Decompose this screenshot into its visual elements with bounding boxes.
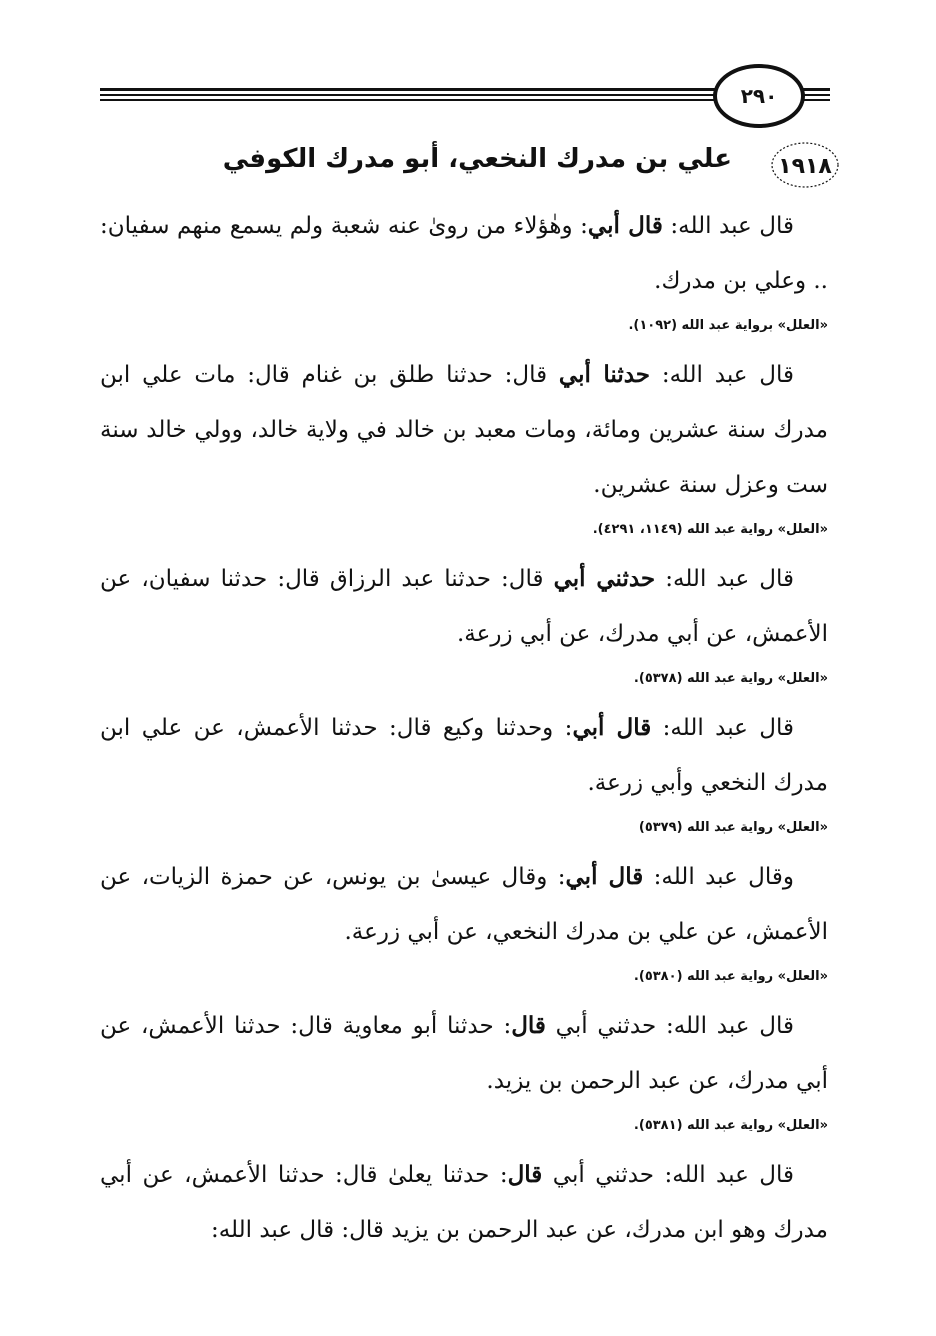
narration-bold: قال أبي: [565, 863, 644, 890]
narration-bold: حدثني أبي: [553, 565, 656, 592]
narration-text: : وقال عيسىٰ بن يونس، عن حمزة الزيات، عن الأعمش، عن علي بن مدرك النخعي، عن أبي زرعة.: [100, 864, 828, 945]
source-citation: «العلل» رواية عبد الله (٥٣٧٩): [638, 820, 828, 835]
page-content: [100, 198, 828, 1258]
entry-heading: [160, 140, 840, 196]
narration-text: قال: حدثنا طلق بن غنام قال: مات علي ابن مدرك سنة عشرين ومائة، ومات معبد بن خالد في ولاية خالد، وولي خالد سنة ست وعزل سنة عشرين.: [100, 362, 828, 498]
narration-bold: حدثنا أبي: [558, 361, 651, 388]
narration-text: : وهٰؤلاء من روىٰ عنه شعبة ولم يسمع منهم سفيان: .. وعلي بن مدرك.: [100, 213, 828, 294]
narration-paragraph: [100, 198, 828, 309]
narration-lead: قال عبد الله:: [655, 566, 794, 592]
narration-text: : حدثنا يعلىٰ قال: حدثنا الأعمش، عن أبي مدرك وهو ابن مدرك، عن عبد الرحمن بن يزيد قال: قال عبد الله:: [100, 1162, 828, 1243]
narration-lead: وقال عبد الله:: [643, 864, 795, 890]
source-citation: «العلل» رواية عبد الله (١١٤٩، ٤٢٩١).: [592, 522, 828, 537]
header-rule-line: [100, 88, 725, 91]
narration-lead: قال عبد الله:: [662, 213, 794, 239]
narration-bold: قال: [507, 1161, 543, 1188]
header-rule-line: [100, 94, 725, 96]
source-citation: «العلل» رواية عبد الله (٥٣٨١).: [633, 1118, 828, 1133]
narration-paragraph: [100, 700, 828, 811]
entry-number-badge: [770, 140, 840, 190]
narration-lead: قال عبد الله: حدثني أبي: [545, 1013, 794, 1039]
narration-bold: قال: [511, 1012, 546, 1039]
narration-lead: قال عبد الله:: [650, 362, 795, 388]
narration-paragraph: [100, 551, 828, 662]
narration-text: : حدثنا أبو معاوية قال: حدثنا الأعمش، عن أبي مدرك، عن عبد الرحمن بن يزيد.: [100, 1013, 828, 1094]
narration-bold: قال أبي: [572, 714, 652, 741]
narration-paragraph: [100, 998, 828, 1109]
entry-title: علي بن مدرك النخعي، أبو مدرك الكوفي: [222, 144, 732, 174]
narration-bold: قال أبي: [587, 212, 663, 239]
narration-lead: قال عبد الله: حدثني أبي: [542, 1162, 794, 1188]
narration-lead: قال عبد الله:: [651, 715, 795, 741]
source-citation: «العلل» رواية عبد الله (٥٣٨٠).: [633, 969, 828, 984]
source-citation: «العلل» برواية عبد الله (١٠٩٢).: [628, 318, 828, 333]
narration-text: : وحدثنا وكيع قال: حدثنا الأعمش، عن علي ابن مدرك النخعي وأبي زرعة.: [100, 715, 828, 796]
narration-text: قال: حدثنا عبد الرزاق قال: حدثنا سفيان، عن الأعمش، عن أبي مدرك، عن أبي زرعة.: [100, 566, 828, 647]
entry-number: ١٩١٨: [778, 154, 832, 179]
header-rule-line: [100, 99, 725, 101]
source-citation: «العلل» رواية عبد الله (٥٣٧٨).: [633, 671, 828, 686]
entry-number-ornament: [770, 140, 840, 190]
narration-paragraph: [100, 347, 828, 513]
narration-paragraph: [100, 1147, 828, 1258]
narration-paragraph: [100, 849, 828, 960]
page-number: ٢٩٠: [713, 64, 805, 128]
